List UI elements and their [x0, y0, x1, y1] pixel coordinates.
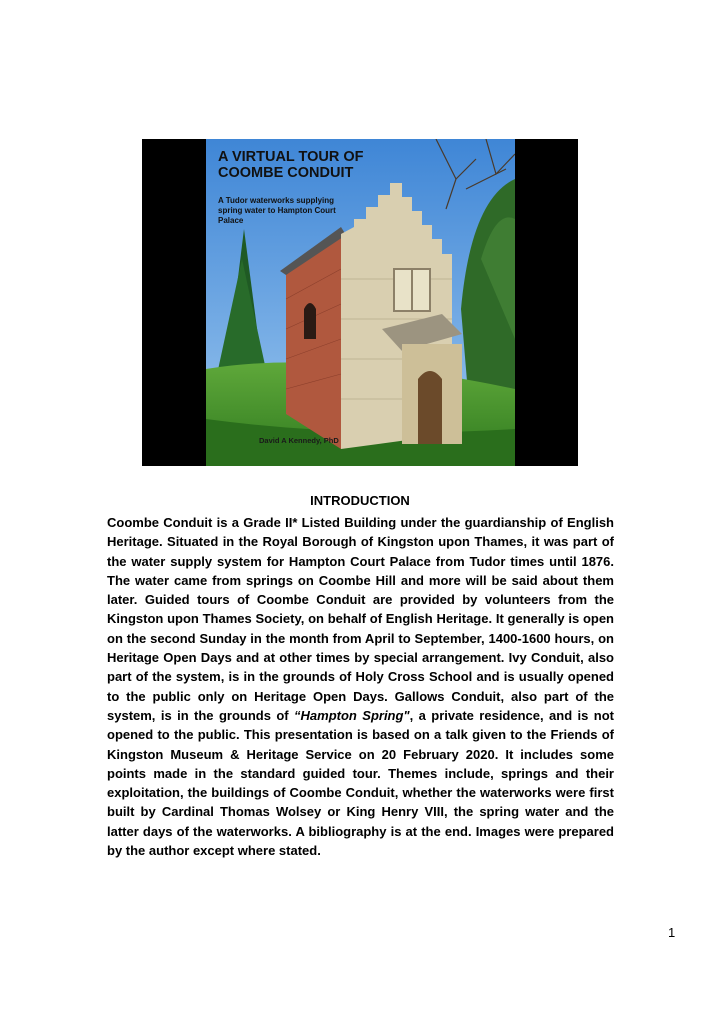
conduit-house-photo — [206, 139, 515, 466]
introduction-paragraph — [107, 513, 614, 860]
conduit-house-illustration — [206, 139, 515, 466]
intro-text-part1: Coombe Conduit is a Grade II* Listed Building under the guardianship of English Heritage. Situated in the Royal Borough of Kingston upon Thames, it was part of the water supply system for Hampton Court Palace from Tudor times until 1876. The water came from springs on Coombe Hill and more will be said about them later. Guided tours of Coombe Conduit are provided by volunteers from the Kingston upon Thames Society, on behalf of English Heritage. It generally is open on the second Sunday in the month from April to September, 1400-1600 hours, on Heritage Open Days and at other times by special arrangement. Ivy Conduit, also part of the system, is in the grounds of Holy Cross School and is usually opened to the public only on Heritage Open Days. Gallows Conduit, also part of the system, is in the grounds of — [107, 515, 614, 723]
intro-text-part2: , a private residence, and is not opened to the public. This presentation is based on a talk given to the Friends of Kingston Museum & Heritage Service on 20 February 2020. It includes some points made in the standard guided tour. Themes include, springs and their exploitation, the buildings of Coombe Conduit, whether the waterworks were first built by Cardinal Thomas Wolsey or King Henry VIII, the spring water and the latter days of the waterworks. A bibliography is at the end. Images were prepared by the author except where stated. — [107, 707, 615, 859]
cover-author: David A Kennedy, PhD — [259, 436, 339, 445]
side-window — [304, 303, 316, 339]
page-number: 1 — [668, 925, 676, 940]
cover-slide — [142, 139, 578, 466]
cover-subtitle: A Tudor waterworks supplying spring water to Hampton Court Palace — [218, 196, 336, 225]
cover-title: A VIRTUAL TOUR OF COOMBE CONDUIT — [218, 149, 364, 181]
door — [418, 371, 442, 444]
intro-text-italic: “Hampton Spring" — [294, 707, 410, 723]
section-heading: INTRODUCTION — [310, 493, 410, 508]
